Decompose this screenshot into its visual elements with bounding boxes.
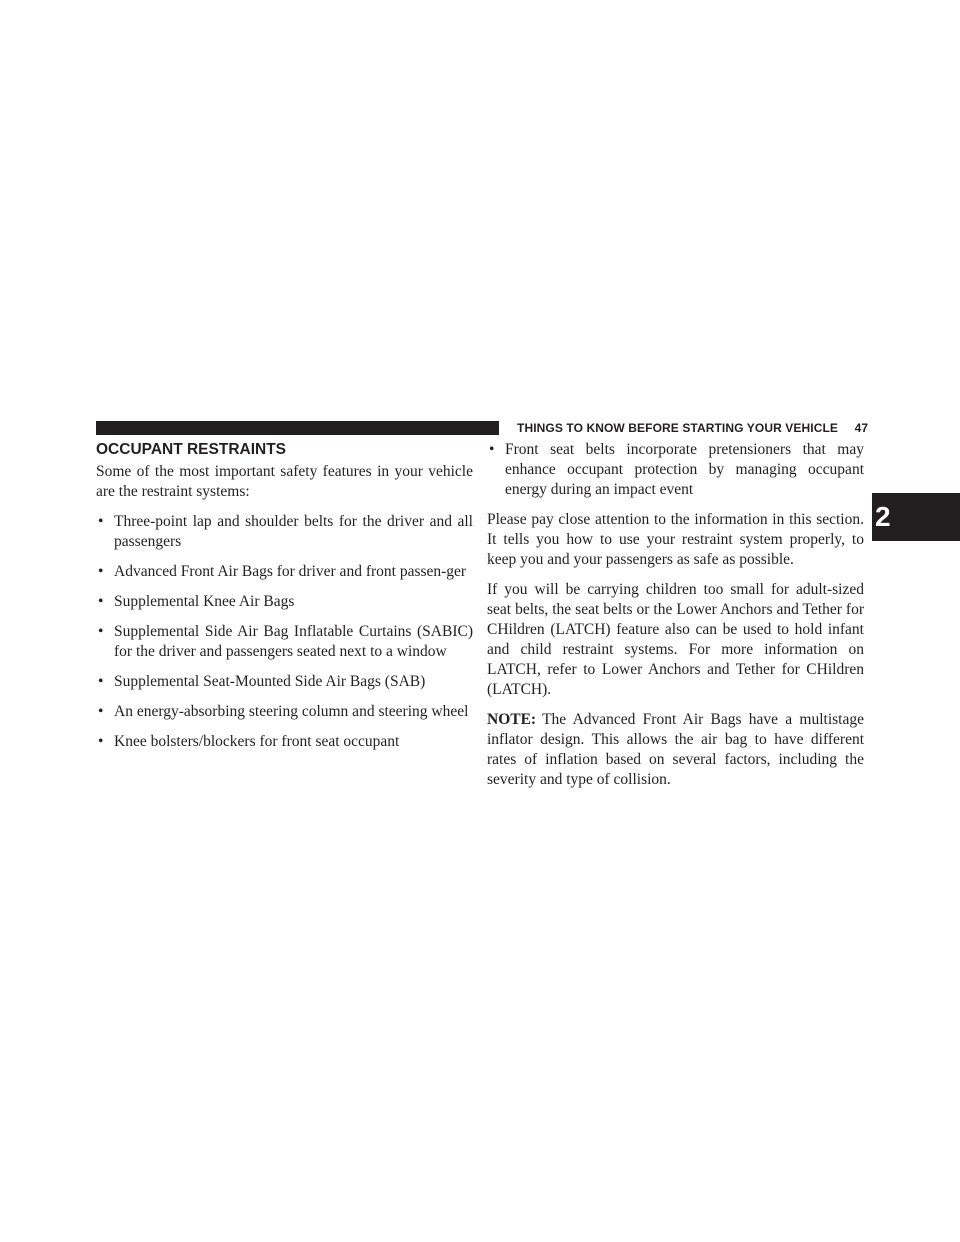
bullet-icon: • [98,733,104,750]
list-item: • Front seat belts incorporate pretensioners that may enhance occupant protection by managing occupant energy during an impact event [489,441,864,498]
attention-paragraph: Please pay close attention to the information in this section. It tells you how to use your restraint system properly, to keep you and your passengers as safe as possible. [487,511,864,568]
list-item: • Supplemental Knee Air Bags [98,593,295,610]
list-item: • Three-point lap and shoulder belts for the driver and all passengers [98,513,473,550]
list-item: • Supplemental Seat-Mounted Side Air Bags (SAB) [98,673,426,690]
list-item: • Knee bolsters/blockers for front seat occupant [98,733,400,750]
left-column [96,440,473,762]
header-rule-bar [96,421,499,435]
bullet-icon: • [489,441,495,458]
bullet-icon: • [98,593,104,610]
children-paragraph: If you will be carrying children too small for adult-sized seat belts, the seat belts or the Lower Anchors and Tether for CHildren (LATCH) feature also can be used to hold infant and child restraint systems. For more information on LATCH, refer to Lower Anchors and Tether for CHildren (LATCH). [487,581,864,698]
list-item: • Advanced Front Air Bags for driver and front passen-ger [98,563,467,580]
bullet-icon: • [98,513,104,530]
running-header-title: THINGS TO KNOW BEFORE STARTING YOUR VEHICLE [517,421,838,435]
chapter-tab: 2 [872,493,960,541]
page-number: 47 [854,421,868,435]
bullet-icon: • [98,563,104,580]
section-heading: OCCUPANT RESTRAINTS [96,441,287,458]
list-item: • An energy-absorbing steering column and steering wheel [98,703,469,720]
note-text: The Advanced Front Air Bags have a multistage inflator design. This allows the air bag to have different rates of inflation based on several factors, including the severity and type of collision. [487,711,864,788]
pretensioner-list [487,440,864,500]
note-paragraph [487,710,864,790]
right-column [487,440,864,800]
bullet-icon: • [98,623,104,640]
list-item: • Supplemental Side Air Bag Inflatable Curtains (SABIC) for the driver and passengers seated next to a window [98,623,473,660]
intro-paragraph: Some of the most important safety features in your vehicle are the restraint systems: [96,463,473,500]
restraint-list [96,512,473,752]
bullet-icon: • [98,703,104,720]
bullet-icon: • [98,673,104,690]
note-label: NOTE: [487,711,537,728]
